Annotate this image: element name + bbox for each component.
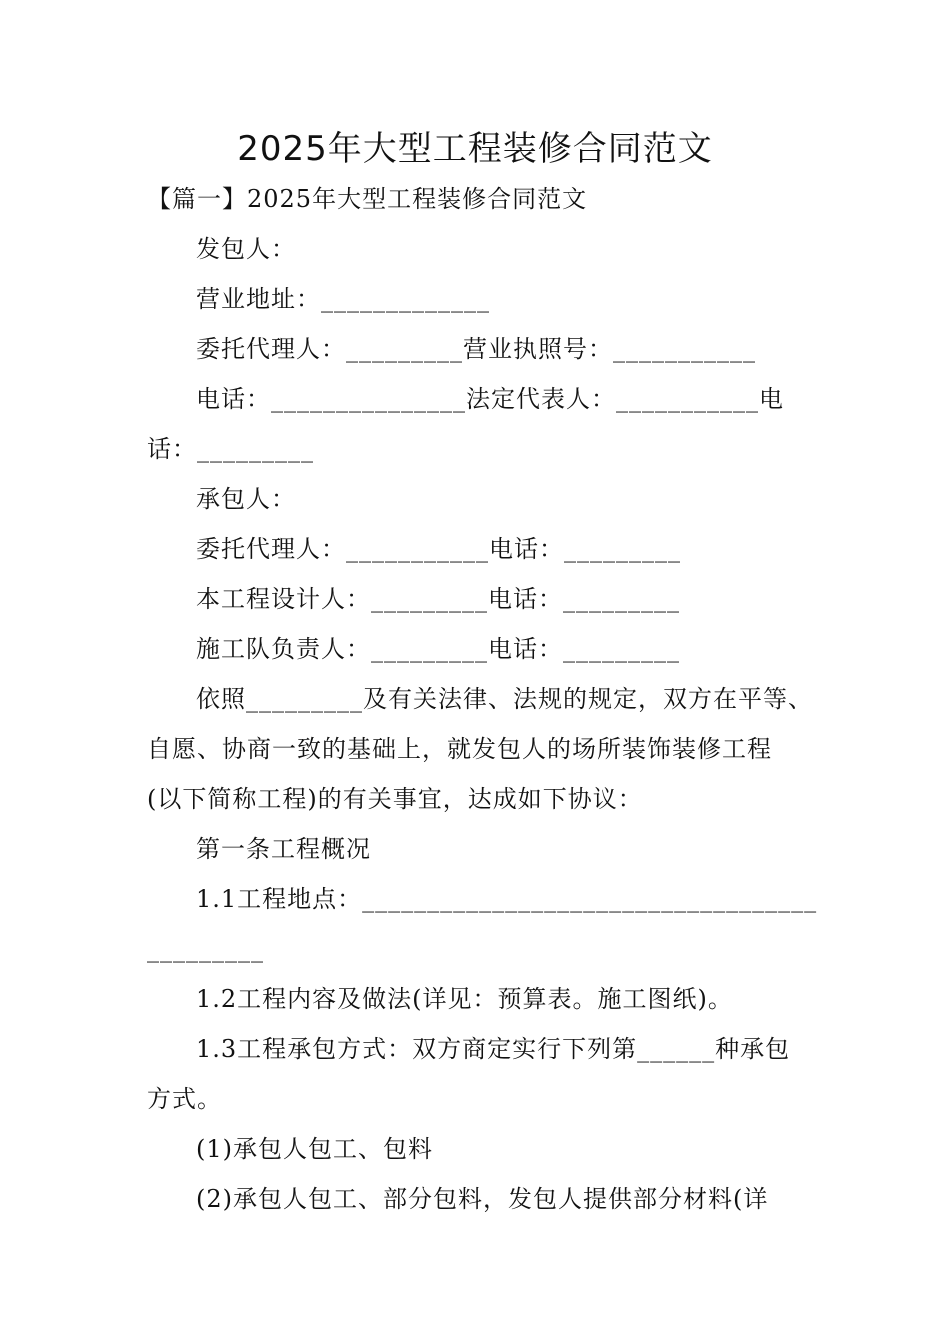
option-item: (2)承包人包工、部分包料，发包人提供部分材料(详	[196, 1185, 769, 1213]
employer-label: 发包人：	[196, 235, 296, 263]
agent-license-line: 委托代理人：_________营业执照号：___________	[196, 335, 756, 363]
phone-representative-line: 电话：_______________法定代表人：___________电	[196, 385, 784, 413]
contractor-agent-line: 委托代理人：___________电话：_________	[196, 535, 681, 563]
paragraph-line: 依照_________及有关法律、法规的规定，双方在平等、	[196, 685, 813, 713]
clause-line: 1.3工程承包方式：双方商定实行下列第______种承包	[196, 1035, 791, 1063]
clause-line: 1.2工程内容及做法(详见：预算表。施工图纸)。	[196, 985, 733, 1013]
team-leader-line: 施工队负责人：_________电话：_________	[196, 635, 680, 663]
paragraph-line: (以下简称工程)的有关事宜，达成如下协议：	[147, 785, 643, 813]
business-address-line: 营业地址：_____________	[196, 285, 490, 313]
clause-continuation-line: 方式。	[147, 1085, 222, 1113]
option-item: (1)承包人包工、包料	[196, 1135, 433, 1163]
document-title: 2025年大型工程装修合同范文	[237, 129, 713, 169]
paragraph-line: 自愿、协商一致的基础上，就发包人的场所装饰装修工程	[147, 735, 772, 763]
contractor-label: 承包人：	[196, 485, 296, 513]
section-heading: 【篇一】2025年大型工程装修合同范文	[147, 185, 588, 213]
clause-continuation-line: _________	[147, 935, 264, 963]
article-heading: 第一条工程概况	[196, 835, 371, 863]
clause-line: 1.1工程地点：___________________________________	[196, 885, 818, 913]
designer-line: 本工程设计人：_________电话：_________	[196, 585, 680, 613]
phone-continuation-line: 话：_________	[147, 435, 314, 463]
